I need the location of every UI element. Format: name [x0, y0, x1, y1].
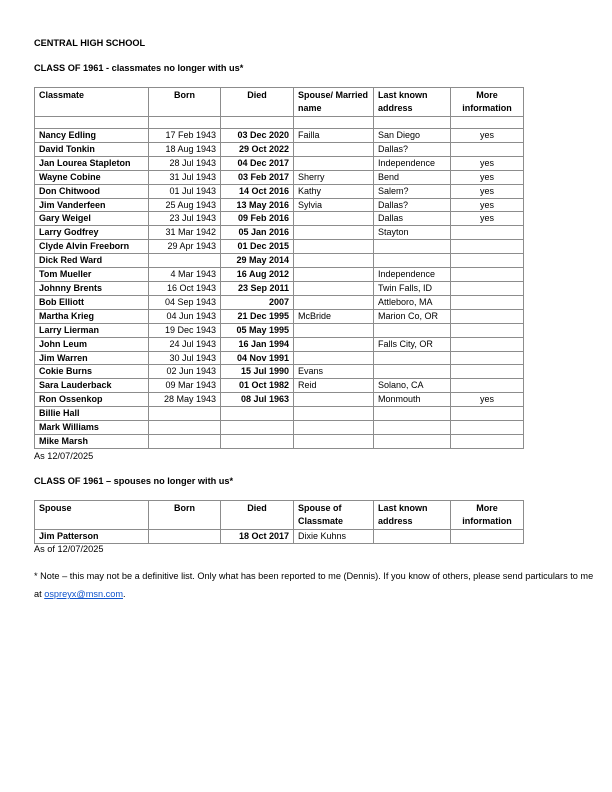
- spouse-cell: [294, 142, 374, 156]
- classmate-row: [35, 351, 524, 365]
- died-cell: 14 Oct 2016: [221, 184, 294, 198]
- col-header-more-info: More information: [451, 88, 524, 117]
- address-cell: [374, 421, 451, 435]
- spouse-row: [35, 530, 524, 544]
- classmate-row: [35, 337, 524, 351]
- classmates-header-row: [35, 88, 524, 117]
- footnote-end: .: [122, 589, 126, 599]
- born-cell: 31 Mar 1942: [149, 226, 221, 240]
- classmate-name-cell: John Leum: [35, 337, 149, 351]
- more-info-cell: [451, 226, 524, 240]
- classmate-name-cell: Larry Godfrey: [35, 226, 149, 240]
- classmate-name-cell: Bob Elliott: [35, 295, 149, 309]
- col-header-spouse-of: Spouse of Classmate: [294, 501, 374, 530]
- classmate-name-cell: Cokie Burns: [35, 365, 149, 379]
- footnote: [34, 567, 594, 603]
- col-header-address: Last known address: [374, 501, 451, 530]
- classmate-row: [35, 421, 524, 435]
- spouse-cell: Kathy: [294, 184, 374, 198]
- died-cell: 03 Feb 2017: [221, 170, 294, 184]
- classmate-row: [35, 379, 524, 393]
- spouse-cell: [294, 323, 374, 337]
- classmate-row: [35, 129, 524, 143]
- col-header-spouse-name: Spouse: [35, 501, 149, 530]
- classmate-row: [35, 393, 524, 407]
- spouse-cell: Sylvia: [294, 198, 374, 212]
- more-info-cell: [451, 379, 524, 393]
- address-cell: [374, 351, 451, 365]
- more-info-cell: [451, 407, 524, 421]
- address-cell: [374, 530, 451, 544]
- born-cell: 30 Jul 1943: [149, 351, 221, 365]
- classmate-row: [35, 434, 524, 448]
- born-cell: 09 Mar 1943: [149, 379, 221, 393]
- born-cell: 28 May 1943: [149, 393, 221, 407]
- died-cell: 23 Sep 2011: [221, 281, 294, 295]
- spouse-cell: [294, 337, 374, 351]
- born-cell: [149, 434, 221, 448]
- spouse-cell: Reid: [294, 379, 374, 393]
- classmate-name-cell: Jim Warren: [35, 351, 149, 365]
- classmate-name-cell: Johnny Brents: [35, 281, 149, 295]
- classmate-row: [35, 212, 524, 226]
- spouses-table: [34, 500, 524, 544]
- spouse-cell: [294, 226, 374, 240]
- classmate-name-cell: David Tonkin: [35, 142, 149, 156]
- classmate-name-cell: Dick Red Ward: [35, 254, 149, 268]
- classmate-name-cell: Mike Marsh: [35, 434, 149, 448]
- col-header-more-info: More information: [451, 501, 524, 530]
- died-cell: 13 May 2016: [221, 198, 294, 212]
- born-cell: 02 Jun 1943: [149, 365, 221, 379]
- spouse-cell: [294, 281, 374, 295]
- email-link[interactable]: ospreyx@msn.com: [44, 589, 123, 599]
- address-cell: Marion Co, OR: [374, 309, 451, 323]
- classmate-name-cell: Nancy Edling: [35, 129, 149, 143]
- classmate-name-cell: Martha Krieg: [35, 309, 149, 323]
- col-header-died: Died: [221, 501, 294, 530]
- classmate-name-cell: Mark Williams: [35, 421, 149, 435]
- born-cell: [149, 421, 221, 435]
- address-cell: [374, 407, 451, 421]
- more-info-cell: [451, 142, 524, 156]
- address-cell: Salem?: [374, 184, 451, 198]
- more-info-cell: [451, 434, 524, 448]
- died-cell: 21 Dec 1995: [221, 309, 294, 323]
- spouse-cell: [294, 421, 374, 435]
- classmate-row: [35, 268, 524, 282]
- school-title: CENTRAL HIGH SCHOOL: [34, 38, 146, 48]
- col-header-born: Born: [149, 88, 221, 117]
- classmates-as-of-date: As 12/07/2025: [34, 451, 94, 461]
- died-cell: 16 Jan 1994: [221, 337, 294, 351]
- more-info-cell: [451, 323, 524, 337]
- spouse-cell: [294, 254, 374, 268]
- died-cell: 05 May 1995: [221, 323, 294, 337]
- spouse-of-cell: Dixie Kuhns: [294, 530, 374, 544]
- address-cell: [374, 434, 451, 448]
- classmate-row: [35, 407, 524, 421]
- classmate-name-cell: Wayne Cobine: [35, 170, 149, 184]
- spouse-cell: Failla: [294, 129, 374, 143]
- spouse-cell: McBride: [294, 309, 374, 323]
- died-cell: [221, 421, 294, 435]
- died-cell: 03 Dec 2020: [221, 129, 294, 143]
- spouse-cell: [294, 156, 374, 170]
- address-cell: Dallas?: [374, 142, 451, 156]
- classmate-row: [35, 226, 524, 240]
- born-cell: 16 Oct 1943: [149, 281, 221, 295]
- classmate-name-cell: Billie Hall: [35, 407, 149, 421]
- born-cell: 23 Jul 1943: [149, 212, 221, 226]
- spouse-cell: Evans: [294, 365, 374, 379]
- classmate-row: [35, 365, 524, 379]
- col-header-address: Last known address: [374, 88, 451, 117]
- more-info-cell: yes: [451, 156, 524, 170]
- address-cell: Solano, CA: [374, 379, 451, 393]
- born-cell: 24 Jul 1943: [149, 337, 221, 351]
- spouses-section-title: CLASS OF 1961 – spouses no longer with us*: [34, 476, 234, 486]
- classmate-row: [35, 254, 524, 268]
- address-cell: Dallas: [374, 212, 451, 226]
- classmate-row: [35, 309, 524, 323]
- classmate-name-cell: Larry Lierman: [35, 323, 149, 337]
- died-cell: 08 Jul 1963: [221, 393, 294, 407]
- born-cell: 04 Jun 1943: [149, 309, 221, 323]
- address-cell: Bend: [374, 170, 451, 184]
- spouse-cell: [294, 240, 374, 254]
- died-cell: 29 May 2014: [221, 254, 294, 268]
- died-cell: 01 Oct 1982: [221, 379, 294, 393]
- spouse-cell: [294, 268, 374, 282]
- classmates-section-title: CLASS OF 1961 - classmates no longer with us*: [34, 63, 244, 73]
- more-info-cell: [451, 337, 524, 351]
- born-cell: [149, 530, 221, 544]
- born-cell: 01 Jul 1943: [149, 184, 221, 198]
- classmate-row: [35, 170, 524, 184]
- spacer-row: [35, 117, 524, 129]
- classmate-row: [35, 198, 524, 212]
- died-cell: 16 Aug 2012: [221, 268, 294, 282]
- died-cell: 18 Oct 2017: [221, 530, 294, 544]
- classmates-table: [34, 87, 524, 449]
- classmate-name-cell: Gary Weigel: [35, 212, 149, 226]
- born-cell: 04 Sep 1943: [149, 295, 221, 309]
- classmate-row: [35, 240, 524, 254]
- address-cell: [374, 323, 451, 337]
- more-info-cell: yes: [451, 129, 524, 143]
- more-info-cell: [451, 530, 524, 544]
- spouse-cell: [294, 407, 374, 421]
- classmate-name-cell: Tom Mueller: [35, 268, 149, 282]
- classmate-name-cell: Jan Lourea Stapleton: [35, 156, 149, 170]
- classmate-row: [35, 281, 524, 295]
- col-header-classmate: Classmate: [35, 88, 149, 117]
- died-cell: 01 Dec 2015: [221, 240, 294, 254]
- more-info-cell: yes: [451, 393, 524, 407]
- died-cell: 05 Jan 2016: [221, 226, 294, 240]
- address-cell: Attleboro, MA: [374, 295, 451, 309]
- more-info-cell: [451, 309, 524, 323]
- more-info-cell: yes: [451, 184, 524, 198]
- address-cell: Monmouth: [374, 393, 451, 407]
- more-info-cell: [451, 281, 524, 295]
- more-info-cell: [451, 365, 524, 379]
- spouse-cell: [294, 212, 374, 226]
- born-cell: 31 Jul 1943: [149, 170, 221, 184]
- classmate-name-cell: Clyde Alvin Freeborn: [35, 240, 149, 254]
- born-cell: [149, 254, 221, 268]
- spouse-cell: [294, 434, 374, 448]
- died-cell: 04 Dec 2017: [221, 156, 294, 170]
- spouse-cell: [294, 295, 374, 309]
- more-info-cell: [451, 421, 524, 435]
- born-cell: 4 Mar 1943: [149, 268, 221, 282]
- classmate-row: [35, 156, 524, 170]
- died-cell: [221, 434, 294, 448]
- spouses-as-of-date: As of 12/07/2025: [34, 544, 104, 554]
- classmate-row: [35, 184, 524, 198]
- more-info-cell: [451, 268, 524, 282]
- address-cell: Stayton: [374, 226, 451, 240]
- classmate-name-cell: Don Chitwood: [35, 184, 149, 198]
- more-info-cell: [451, 351, 524, 365]
- address-cell: Dallas?: [374, 198, 451, 212]
- died-cell: 2007: [221, 295, 294, 309]
- address-cell: Independence: [374, 268, 451, 282]
- more-info-cell: yes: [451, 170, 524, 184]
- died-cell: 15 Jul 1990: [221, 365, 294, 379]
- footnote-text: * Note – this may not be a definitive list. Only what has been reported to me (Dennis). If you know of others, please send particulars to me at: [34, 571, 594, 599]
- died-cell: 29 Oct 2022: [221, 142, 294, 156]
- born-cell: 25 Aug 1943: [149, 198, 221, 212]
- more-info-cell: yes: [451, 212, 524, 226]
- spouse-cell: Sherry: [294, 170, 374, 184]
- address-cell: Twin Falls, ID: [374, 281, 451, 295]
- classmate-row: [35, 295, 524, 309]
- col-header-spouse: Spouse/ Married name: [294, 88, 374, 117]
- classmate-name-cell: Ron Ossenkop: [35, 393, 149, 407]
- born-cell: 17 Feb 1943: [149, 129, 221, 143]
- address-cell: Independence: [374, 156, 451, 170]
- more-info-cell: yes: [451, 198, 524, 212]
- spouse-cell: [294, 393, 374, 407]
- address-cell: Falls City, OR: [374, 337, 451, 351]
- col-header-died: Died: [221, 88, 294, 117]
- died-cell: 09 Feb 2016: [221, 212, 294, 226]
- spouse-cell: [294, 351, 374, 365]
- spouse-name-cell: Jim Patterson: [35, 530, 149, 544]
- born-cell: 19 Dec 1943: [149, 323, 221, 337]
- more-info-cell: [451, 240, 524, 254]
- born-cell: [149, 407, 221, 421]
- address-cell: San Diego: [374, 129, 451, 143]
- more-info-cell: [451, 295, 524, 309]
- died-cell: 04 Nov 1991: [221, 351, 294, 365]
- spouses-header-row: [35, 501, 524, 530]
- more-info-cell: [451, 254, 524, 268]
- died-cell: [221, 407, 294, 421]
- col-header-born: Born: [149, 501, 221, 530]
- address-cell: [374, 365, 451, 379]
- born-cell: 29 Apr 1943: [149, 240, 221, 254]
- classmate-name-cell: Sara Lauderback: [35, 379, 149, 393]
- born-cell: 18 Aug 1943: [149, 142, 221, 156]
- born-cell: 28 Jul 1943: [149, 156, 221, 170]
- classmate-row: [35, 142, 524, 156]
- address-cell: [374, 254, 451, 268]
- classmate-row: [35, 323, 524, 337]
- classmate-name-cell: Jim Vanderfeen: [35, 198, 149, 212]
- address-cell: [374, 240, 451, 254]
